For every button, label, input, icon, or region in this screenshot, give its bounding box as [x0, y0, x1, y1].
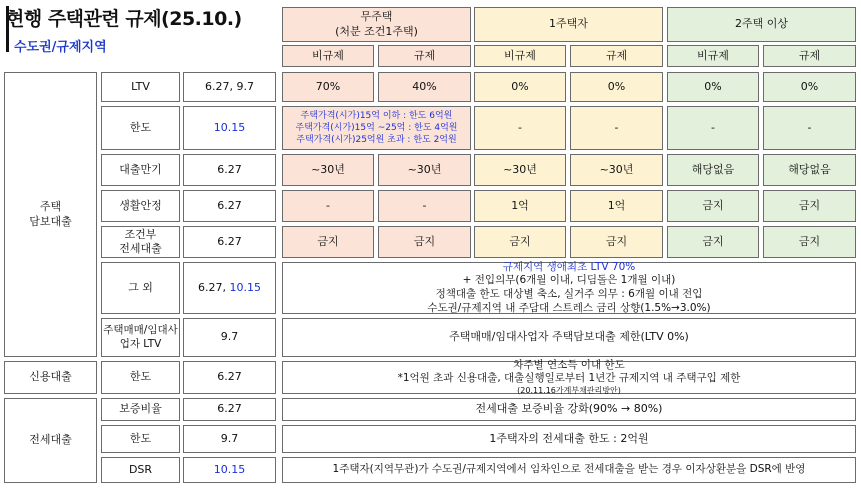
- row-date-other-b: 10.15: [229, 280, 261, 294]
- conditional-multi-house-reg: 금지: [763, 226, 856, 258]
- credit-line1: 차주별 연소득 이내 한도: [513, 358, 625, 371]
- ltv-no-house-reg: 40%: [378, 72, 471, 102]
- other-description: [282, 262, 856, 314]
- row-label-jeonse-limit: 한도: [101, 425, 180, 453]
- conditional-one-house-nonreg: 금지: [474, 226, 566, 258]
- row-label-conditional-line1: 조건부: [124, 227, 157, 241]
- group-header-no-house: [282, 7, 471, 42]
- row-label-limit: 한도: [101, 106, 180, 150]
- group-header-multi-house: 2주택 이상: [667, 7, 856, 42]
- row-label-ltv: LTV: [101, 72, 180, 102]
- living-no-house-reg: -: [378, 190, 471, 222]
- ltv-one-house-reg: 0%: [570, 72, 663, 102]
- term-one-house-nonreg: ~30년: [474, 154, 566, 186]
- jeonse-limit-description: 1주택자의 전세대출 한도 : 2억원: [282, 425, 856, 453]
- credit-line2: [398, 372, 741, 396]
- limit-one-house-nonreg: -: [474, 106, 566, 150]
- category-credit: 신용대출: [4, 361, 97, 394]
- ltv-one-house-nonreg: 0%: [474, 72, 566, 102]
- guarantee-description: 전세대출 보증비율 강화(90% → 80%): [282, 398, 856, 421]
- category-mortgage-line1: 주택: [39, 200, 62, 214]
- living-no-house-nonreg: -: [282, 190, 374, 222]
- row-date-conditional: 6.27: [183, 226, 276, 258]
- row-date-living: 6.27: [183, 190, 276, 222]
- subheader-reg: 규제: [378, 45, 471, 67]
- row-date-term: 6.27: [183, 154, 276, 186]
- other-line2: 정책대출 한도 대상별 축소, 실거주 의무 : 6개월 이내 전입: [435, 288, 703, 300]
- other-line1: [463, 261, 676, 288]
- subheader-reg: 규제: [570, 45, 663, 67]
- row-date-rental: 9.7: [183, 318, 276, 357]
- category-mortgage-line2: 담보대출: [29, 214, 72, 228]
- row-date-dsr: 10.15: [183, 457, 276, 483]
- conditional-no-house-nonreg: 금지: [282, 226, 374, 258]
- row-date-other-a: 6.27,: [198, 280, 226, 294]
- living-one-house-nonreg: 1억: [474, 190, 566, 222]
- credit-line2-main: *1억원 초과 신용대출, 대출실행일로부터 1년간 규제지역 내 주택구입 제한: [397, 372, 741, 385]
- term-no-house-nonreg: ~30년: [282, 154, 374, 186]
- row-label-conditional-line2: 전세대출: [119, 242, 162, 255]
- term-no-house-reg: ~30년: [378, 154, 471, 186]
- subheader-reg: 규제: [763, 45, 856, 67]
- row-label-rental-line1: 주택매매/임대사: [103, 323, 178, 336]
- limit-multi-house-nonreg: -: [667, 106, 759, 150]
- term-multi-house-nonreg: 해당없음: [667, 154, 759, 186]
- row-label-conditional: [101, 226, 180, 258]
- group-header-no-house-line1: 무주택: [360, 10, 393, 24]
- other-line3: 수도권/규제지역 내 주담대 스트레스 금리 상향(1.5%→3.0%): [427, 301, 711, 314]
- ltv-multi-house-nonreg: 0%: [667, 72, 759, 102]
- limit-tier-2: 주택가격(시가)15억 ~25억 : 한도 4억원: [295, 122, 458, 133]
- living-one-house-reg: 1억: [570, 190, 663, 222]
- row-label-other: 그 외: [101, 262, 180, 314]
- limit-no-house-merged: [282, 106, 471, 150]
- limit-tier-1: 주택가격(시가)15억 이하 : 한도 6억원: [300, 110, 453, 121]
- category-jeonse: 전세대출: [4, 398, 97, 483]
- row-date-limit: 10.15: [183, 106, 276, 150]
- page-subtitle: 수도권/규제지역: [14, 40, 107, 55]
- page-title: 현행 주택관련 규제(25.10.): [6, 8, 242, 30]
- category-mortgage: [4, 72, 97, 357]
- row-label-term: 대출만기: [101, 154, 180, 186]
- rental-description: 주택매매/임대사업자 주택담보대출 제한(LTV 0%): [282, 318, 856, 357]
- row-date-credit-limit: 6.27: [183, 361, 276, 394]
- living-multi-house-reg: 금지: [763, 190, 856, 222]
- other-line1-rest: + 전입의무(6개월 이내, 디딤돌은 1개월 이내): [462, 274, 676, 287]
- ltv-no-house-nonreg: 70%: [282, 72, 374, 102]
- conditional-no-house-reg: 금지: [378, 226, 471, 258]
- limit-tier-3: 주택가격(시가)25억원 초과 : 한도 2억원: [296, 135, 457, 146]
- subheader-nonreg: 비규제: [282, 45, 374, 67]
- limit-one-house-reg: -: [570, 106, 663, 150]
- term-multi-house-reg: 해당없음: [763, 154, 856, 186]
- row-label-guarantee: 보증비율: [101, 398, 180, 421]
- row-date-guarantee: 6.27: [183, 398, 276, 421]
- row-date-ltv: 6.27, 9.7: [183, 72, 276, 102]
- subheader-nonreg: 비규제: [667, 45, 759, 67]
- row-date-other: [183, 262, 276, 314]
- row-label-credit-limit: 한도: [101, 361, 180, 394]
- ltv-multi-house-reg: 0%: [763, 72, 856, 102]
- row-date-jeonse-limit: 9.7: [183, 425, 276, 453]
- row-label-dsr: DSR: [101, 457, 180, 483]
- credit-limit-description: [282, 358, 856, 395]
- row-label-rental-line2: 업자 LTV: [119, 337, 162, 350]
- limit-multi-house-reg: -: [763, 106, 856, 150]
- conditional-one-house-reg: 금지: [570, 226, 663, 258]
- subheader-nonreg: 비규제: [474, 45, 566, 67]
- group-header-no-house-line2: (처분 조건1주택): [335, 24, 418, 38]
- living-multi-house-nonreg: 금지: [667, 190, 759, 222]
- conditional-multi-house-nonreg: 금지: [667, 226, 759, 258]
- dsr-description: 1주택자(지역무관)가 수도권/규제지역에서 임차인으로 전세대출을 받는 경우 이자상환분을 DSR에 반영: [282, 457, 856, 483]
- group-header-one-house: 1주택자: [474, 7, 663, 42]
- row-label-rental: [101, 318, 180, 357]
- row-label-living: 생활안정: [101, 190, 180, 222]
- other-line1-highlight: 규제지역 생애최초 LTV 70%: [502, 260, 636, 273]
- term-one-house-reg: ~30년: [570, 154, 663, 186]
- credit-line2-note: (20.11.16가계부채관리방안): [517, 385, 621, 395]
